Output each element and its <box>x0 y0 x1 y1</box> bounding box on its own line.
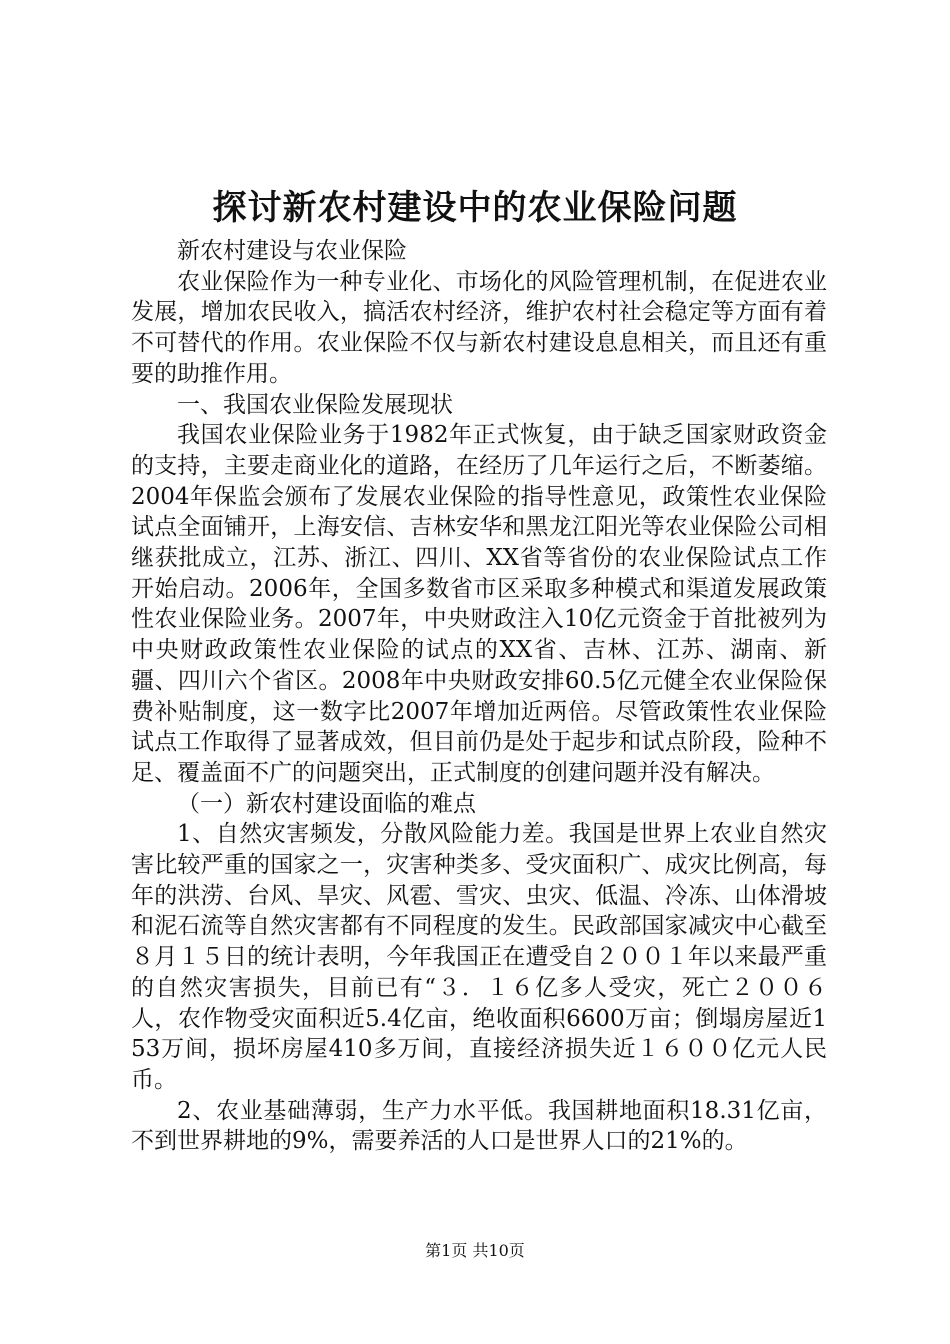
document-title: 探讨新农村建设中的农业保险问题 <box>212 188 738 228</box>
paragraph: 我国农业保险业务于1982年正式恢复，由于缺乏国家财政资金的支持，主要走商业化的道路，在经历了几年运行之后，不断萎缩。2004年保监会颁布了发展农业保险的指导性意见，政策性农业保险试点全面铺开，上海安信、吉林安华和黑龙江阳光等农业保险公司相继获批成立，江苏、浙江、四川、XX省等省份的农业保险试点工作开始启动。2006年，全国多数省市区采取多种模式和渠道发展政策性农业保险业务。2007年，中央财政注入10亿元资金于首批被列为中央财政政策性农业保险的试点的XX省、吉林、江苏、湖南、新疆、四川六个省区。2008年中央财政安排60.5亿元健全农业保险保费补贴制度，这一数字比2007年增加近两倍。尽管政策性农业保险试点工作取得了显著成效，但目前仍是处于起步和试点阶段，险种不足、覆盖面不广的问题突出，正式制度的创建问题并没有解决。 <box>131 422 827 786</box>
section-heading: 新农村建设与农业保险 <box>177 238 407 264</box>
section-heading: 一、我国农业保险发展现状 <box>177 391 453 418</box>
section-heading: （一）新农村建设面临的难点 <box>177 790 476 817</box>
paragraph: 1、自然灾害频发，分散风险能力差。我国是世界上农业自然灾害比较严重的国家之一，灾害种类多、受灾面积广、成灾比例高，每年的洪涝、台风、旱灾、风雹、雪灾、虫灾、低温、冷冻、山体滑坡和泥石流等自然灾害都有不同程度的发生。民政部国家减灾中心截至８月１５日的统计表明，今年我国正在遭受自２００１年以来最严重的自然灾害损失，目前已有“３．１６亿多人受灾，死亡２００６人，农作物受灾面积近5.4亿亩，绝收面积6600万亩；倒塌房屋近153万间，损坏房屋410多万间，直接经济损失近１６００亿元人民币。 <box>131 821 827 1093</box>
document-body <box>131 236 827 1157</box>
page-footer: 第1页 共10页 <box>425 1241 525 1260</box>
paragraph: 农业保险作为一种专业化、市场化的风险管理机制，在促进农业发展，增加农民收入，搞活农村经济，维护农村社会稳定等方面有着不可替代的作用。农业保险不仅与新农村建设息息相关，而且还有重要的助推作用。 <box>131 268 827 387</box>
paragraph: 2、农业基础薄弱，生产力水平低。我国耕地面积18.31亿亩，不到世界耕地的9%，需要养活的人口是世界人口的21%的。 <box>131 1097 827 1155</box>
